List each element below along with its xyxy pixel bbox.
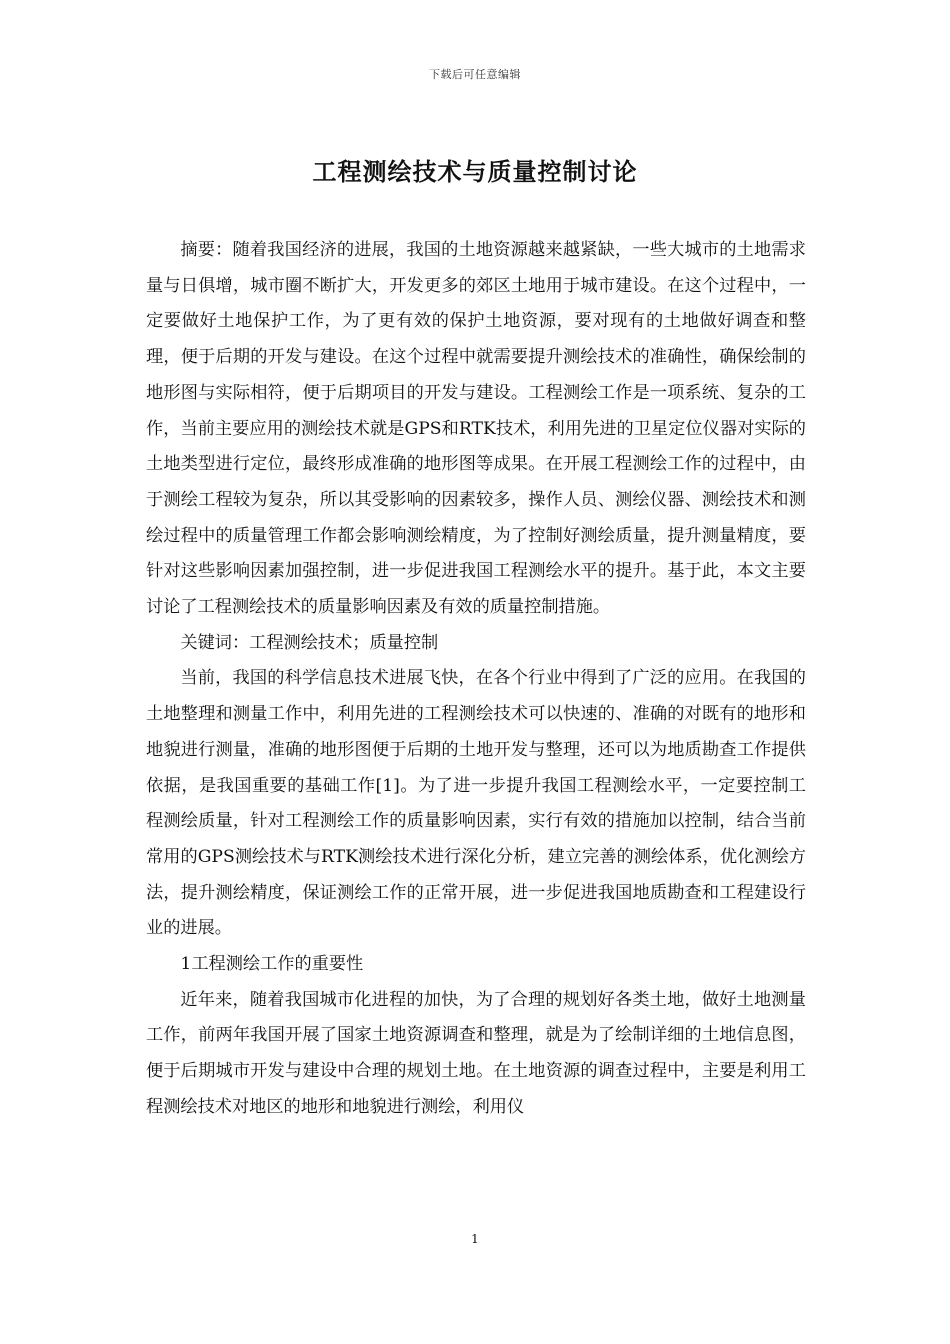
document-body — [146, 233, 806, 1126]
keywords-paragraph: 关键词：工程测绘技术；质量控制 — [180, 632, 439, 653]
intro-paragraph: 当前，我国的科学信息技术进展飞快，在各个行业中得到了广泛的应用。在我国的土地整理和测量工作中，利用先进的工程测绘技术可以快速的、准确的对既有的地形和地貌进行测量，准确的地形图便于后期的土地开发与整理，还可以为地质勘查工作提供依据，是我国重要的基础工作[1]。为了进一步提升我国工程测绘水平，一定要控制工程测绘质量，针对工程测绘工作的质量影响因素，实行有效的措施加以控制，结合当前常用的GPS测绘技术与RTK测绘技术进行深化分析，建立完善的测绘体系，优化测绘方法，提升测绘精度，保证测绘工作的正常开展，进一步促进我国地质勘查和工程建设行业的进展。 — [146, 668, 806, 939]
document-title: 工程测绘技术与质量控制讨论 — [312, 157, 638, 186]
abstract-paragraph: 摘要：随着我国经济的进展，我国的土地资源越来越紧缺，一些大城市的土地需求量与日俱增，城市圈不断扩大，开发更多的郊区土地用于城市建设。在这个过程中，一定要做好土地保护工作，为了更有效的保护土地资源，要对现有的土地做好调查和整理，便于后期的开发与建设。在这个过程中就需要提升测绘技术的准确性，确保绘制的地形图与实际相符，便于后期项目的开发与建设。工程测绘工作是一项系统、复杂的工作，当前主要应用的测绘技术就是GPS和RTK技术，利用先进的卫星定位仪器对实际的土地类型进行定位，最终形成准确的地形图等成果。在开展工程测绘工作的过程中，由于测绘工程较为复杂，所以其受影响的因素较多，操作人员、测绘仪器、测绘技术和测绘过程中的质量管理工作都会影响测绘精度，为了控制好测绘质量，提升测量精度，要针对这些影响因素加强控制，进一步促进我国工程测绘水平的提升。基于此，本文主要讨论了工程测绘技术的质量影响因素及有效的质量控制措施。 — [146, 240, 806, 618]
section-heading: 1工程测绘工作的重要性 — [180, 954, 364, 975]
header-note: 下载后可任意编辑 — [429, 68, 521, 81]
page-number: 1 — [471, 1232, 479, 1246]
section-paragraph: 近年来，随着我国城市化进程的加快，为了合理的规划好各类土地，做好土地测量工作，前两年我国开展了国家土地资源调查和整理，就是为了绘制详细的土地信息图，便于后期城市开发与建设中合理的规划土地。在土地资源的调查过程中，主要是利用工程测绘技术对地区的地形和地貌进行测绘，利用仪 — [146, 989, 806, 1117]
